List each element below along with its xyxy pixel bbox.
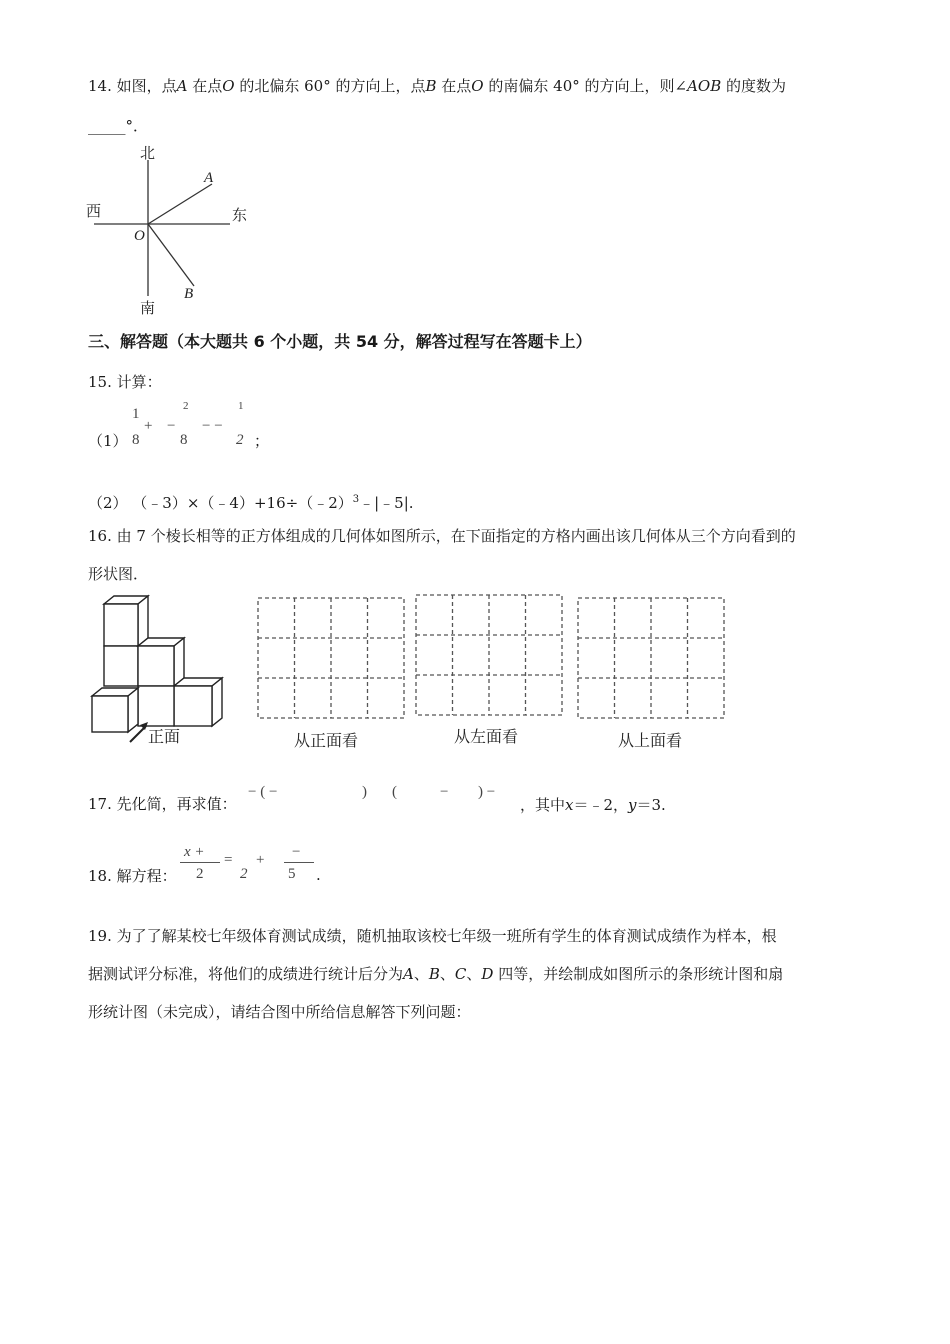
cube-front-face — [104, 646, 138, 686]
cube-side-face — [128, 688, 138, 732]
cube-front-face — [174, 686, 212, 726]
var-x: x — [565, 796, 574, 814]
grade-b: B — [428, 965, 440, 983]
q19-line2 — [88, 964, 783, 984]
cube-front-face — [138, 686, 174, 726]
q17-frag3: ( — [392, 784, 397, 800]
q14-text: 的北偏东 60° 的方向上，点 — [234, 77, 426, 95]
q16-line2: 形状图． — [88, 565, 149, 583]
q17-frag5: ) − — [478, 784, 496, 800]
q14-number: 14. — [88, 77, 112, 95]
label-o: O — [134, 228, 145, 244]
q18-num3: − — [292, 844, 301, 860]
label-west: 西 — [86, 202, 102, 220]
ray-oa — [148, 184, 212, 224]
q19-line3: 形统计图（未完成），请结合图中所给信息解答下列问题： — [88, 1003, 471, 1021]
q19-line1: 19. 为了了解某校七年级体育测试成绩，随机抽取该校七年级一班所有学生的体育测试成绩作为样本，根 — [88, 927, 777, 945]
q17-tail — [520, 794, 666, 815]
point-b: B — [425, 77, 437, 95]
q18-den2: 2 — [240, 866, 248, 882]
view-label-left: 从左面看 — [454, 727, 519, 746]
q15-frac2-den: 8 — [180, 432, 188, 448]
q15-part1-end: ； — [254, 432, 270, 450]
q14-text: 在点 — [187, 77, 223, 95]
q17-tail-text: ，其中 — [520, 796, 566, 814]
label-north: 北 — [140, 144, 156, 162]
view-label-top: 从上面看 — [618, 731, 683, 750]
cube-front-face — [104, 604, 138, 646]
q15-part1-label: （1） — [88, 432, 128, 450]
label-a: A — [204, 170, 214, 186]
q18-den3: 5 — [288, 866, 296, 882]
q19-text: 四等，并绘制成如图所示的条形统计图和扇 — [493, 965, 784, 983]
section3-title: 三、解答题（本大题共 6 个小题，共 54 分，解答过程写在答题卡上） — [88, 332, 592, 351]
grade-d: D — [481, 965, 494, 983]
q15-frac1-num: 1 — [132, 406, 140, 422]
front-label: 正面 — [148, 727, 181, 746]
view-label-front: 从正面看 — [294, 731, 359, 750]
q17-tail-text: ＝3. — [636, 796, 666, 814]
q18-fraction-bar — [284, 862, 314, 863]
q17-frag1: − ( − — [248, 784, 278, 800]
grade-a: A — [403, 965, 414, 983]
q14-text: 的南偏东 40° 的方向上，则∠ — [483, 77, 688, 95]
point-o: O — [471, 77, 484, 95]
q18-text: 18. 解方程： — [88, 867, 177, 885]
angle-aob: AOB — [687, 77, 722, 95]
q15-text: 15. 计算： — [88, 373, 162, 391]
q17-text: 17. 先化简，再求值： — [88, 795, 237, 813]
q19-text: 据测试评分标准，将他们的成绩进行统计后分为 — [88, 965, 404, 983]
q14-line1 — [88, 76, 786, 96]
label-east: 东 — [232, 206, 248, 224]
q14-text: 在点 — [436, 77, 472, 95]
q16-line1: 16. 由 7 个棱长相等的正方体组成的几何体如图所示，在下面指定的方格内画出该几何体从三个方向看到的 — [88, 527, 796, 545]
label-b: B — [184, 286, 194, 302]
compass-figure — [82, 140, 262, 320]
q14-text: 如图，点 — [111, 77, 177, 95]
grid-top-view — [576, 596, 728, 722]
q15-part2-expr: （2） （﹣3）×（﹣4）+16÷（﹣2） — [88, 494, 353, 512]
cube-side-face — [212, 678, 222, 726]
q17-frag4: − — [440, 784, 449, 800]
q15-frac1-den: 8 — [132, 432, 140, 448]
point-a: A — [176, 77, 188, 95]
q17-frag2: ) — [362, 784, 367, 800]
q18-den1: 2 — [196, 866, 204, 882]
q15-minus2: − − — [202, 418, 223, 434]
q15-minus: − — [167, 418, 176, 434]
q15-frac2-num: 2 — [183, 400, 189, 412]
q19-sep: 、 — [466, 965, 482, 983]
grid-left-view — [414, 593, 566, 719]
q15-frac3-den: 2 — [236, 432, 244, 448]
q14-text: 的度数为 — [721, 77, 787, 95]
ray-ob — [148, 224, 194, 286]
q18-plus: + — [256, 852, 265, 868]
q18-fraction-bar — [180, 862, 220, 863]
var-y: y — [628, 796, 637, 814]
q17-tail-text: ＝﹣2， — [573, 796, 629, 814]
cube-stack-figure — [88, 594, 238, 754]
q18-equals: = — [224, 852, 233, 868]
q15-part2 — [88, 490, 414, 513]
q15-exponent: 3 — [352, 494, 360, 505]
q14-answer-blank: _____°． — [88, 117, 149, 135]
cube-front-face — [138, 646, 174, 686]
q18-end: . — [316, 866, 321, 884]
grade-c: C — [454, 965, 467, 983]
q18-num1: x + — [184, 844, 205, 860]
grid-front-view — [256, 596, 408, 722]
q19-sep: 、 — [413, 965, 429, 983]
q19-sep: 、 — [439, 965, 455, 983]
label-south: 南 — [140, 299, 156, 317]
q15-frac3-num: 1 — [238, 400, 244, 412]
q15-plus: + — [144, 418, 153, 434]
q15-part2-end: ﹣|﹣5|. — [359, 494, 414, 512]
cube-front-face — [92, 696, 128, 732]
point-o: O — [222, 77, 235, 95]
